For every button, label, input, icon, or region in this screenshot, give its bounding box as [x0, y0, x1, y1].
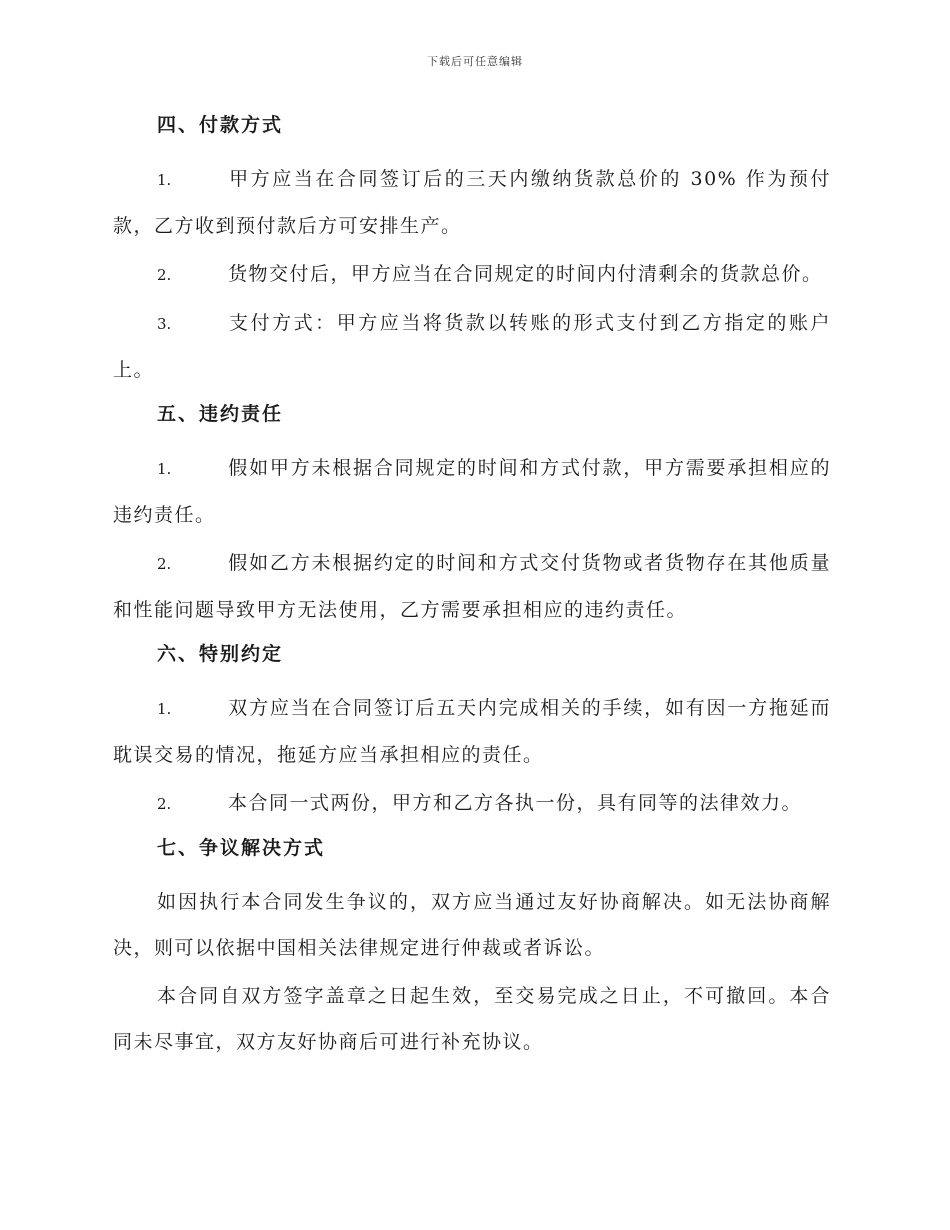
clause-number: 1. [157, 171, 172, 189]
section-liability [113, 399, 831, 633]
section-dispute-resolution [113, 833, 831, 1065]
clause-number: 2. [157, 555, 172, 573]
clause-text: 假如甲方未根据合同规定的时间和方式付款，甲方需要承担相应的违约责任。 [113, 457, 831, 526]
clause-number: 2. [157, 795, 172, 813]
clause [113, 251, 831, 298]
paragraph: 本合同自双方签字盖章之日起生效，至交易完成之日止，不可撤回。本合同未尽事宜，双方友好协商后可进行补充协议。 [113, 985, 831, 1053]
clause [113, 300, 831, 393]
clause [113, 156, 831, 249]
clause-number: 1. [157, 700, 172, 718]
clause-text: 双方应当在合同签订后五天内完成相关的手续，如有因一方拖延而耽误交易的情况，拖延方应当承担相应的责任。 [113, 697, 831, 766]
clause [113, 685, 831, 778]
section-payment [113, 110, 831, 393]
clause [113, 445, 831, 538]
section-title: 四、付款方式 [157, 114, 284, 136]
section-special-terms [113, 639, 831, 827]
clause-text: 甲方应当在合同签订后的三天内缴纳货款总价的 30% 作为预付款，乙方收到预付款后方可安排生产。 [113, 168, 831, 237]
page-header: 下载后可任意编辑 [427, 55, 523, 68]
section-title: 七、争议解决方式 [157, 837, 326, 859]
paragraph: 如因执行本合同发生争议的，双方应当通过友好协商解决。如无法协商解决，则可以依据中国相关法律规定进行仲裁或者诉讼。 [113, 891, 831, 959]
clause [113, 780, 831, 827]
section-title: 五、违约责任 [157, 403, 284, 425]
clause-number: 3. [157, 315, 172, 333]
clause [113, 540, 831, 633]
document-body [113, 110, 831, 1067]
clause-text: 本合同一式两份，甲方和乙方各执一份，具有同等的法律效力。 [228, 792, 803, 814]
clause-text: 支付方式：甲方应当将货款以转账的形式支付到乙方指定的账户上。 [113, 312, 831, 381]
clause-number: 1. [157, 460, 172, 478]
clause-number: 2. [157, 266, 172, 284]
clause-text: 假如乙方未根据约定的时间和方式交付货物或者货物存在其他质量和性能问题导致甲方无法使用，乙方需要承担相应的违约责任。 [113, 552, 831, 621]
clause-text: 货物交付后，甲方应当在合同规定的时间内付清剩余的货款总价。 [228, 263, 823, 285]
section-title: 六、特别约定 [157, 643, 284, 665]
